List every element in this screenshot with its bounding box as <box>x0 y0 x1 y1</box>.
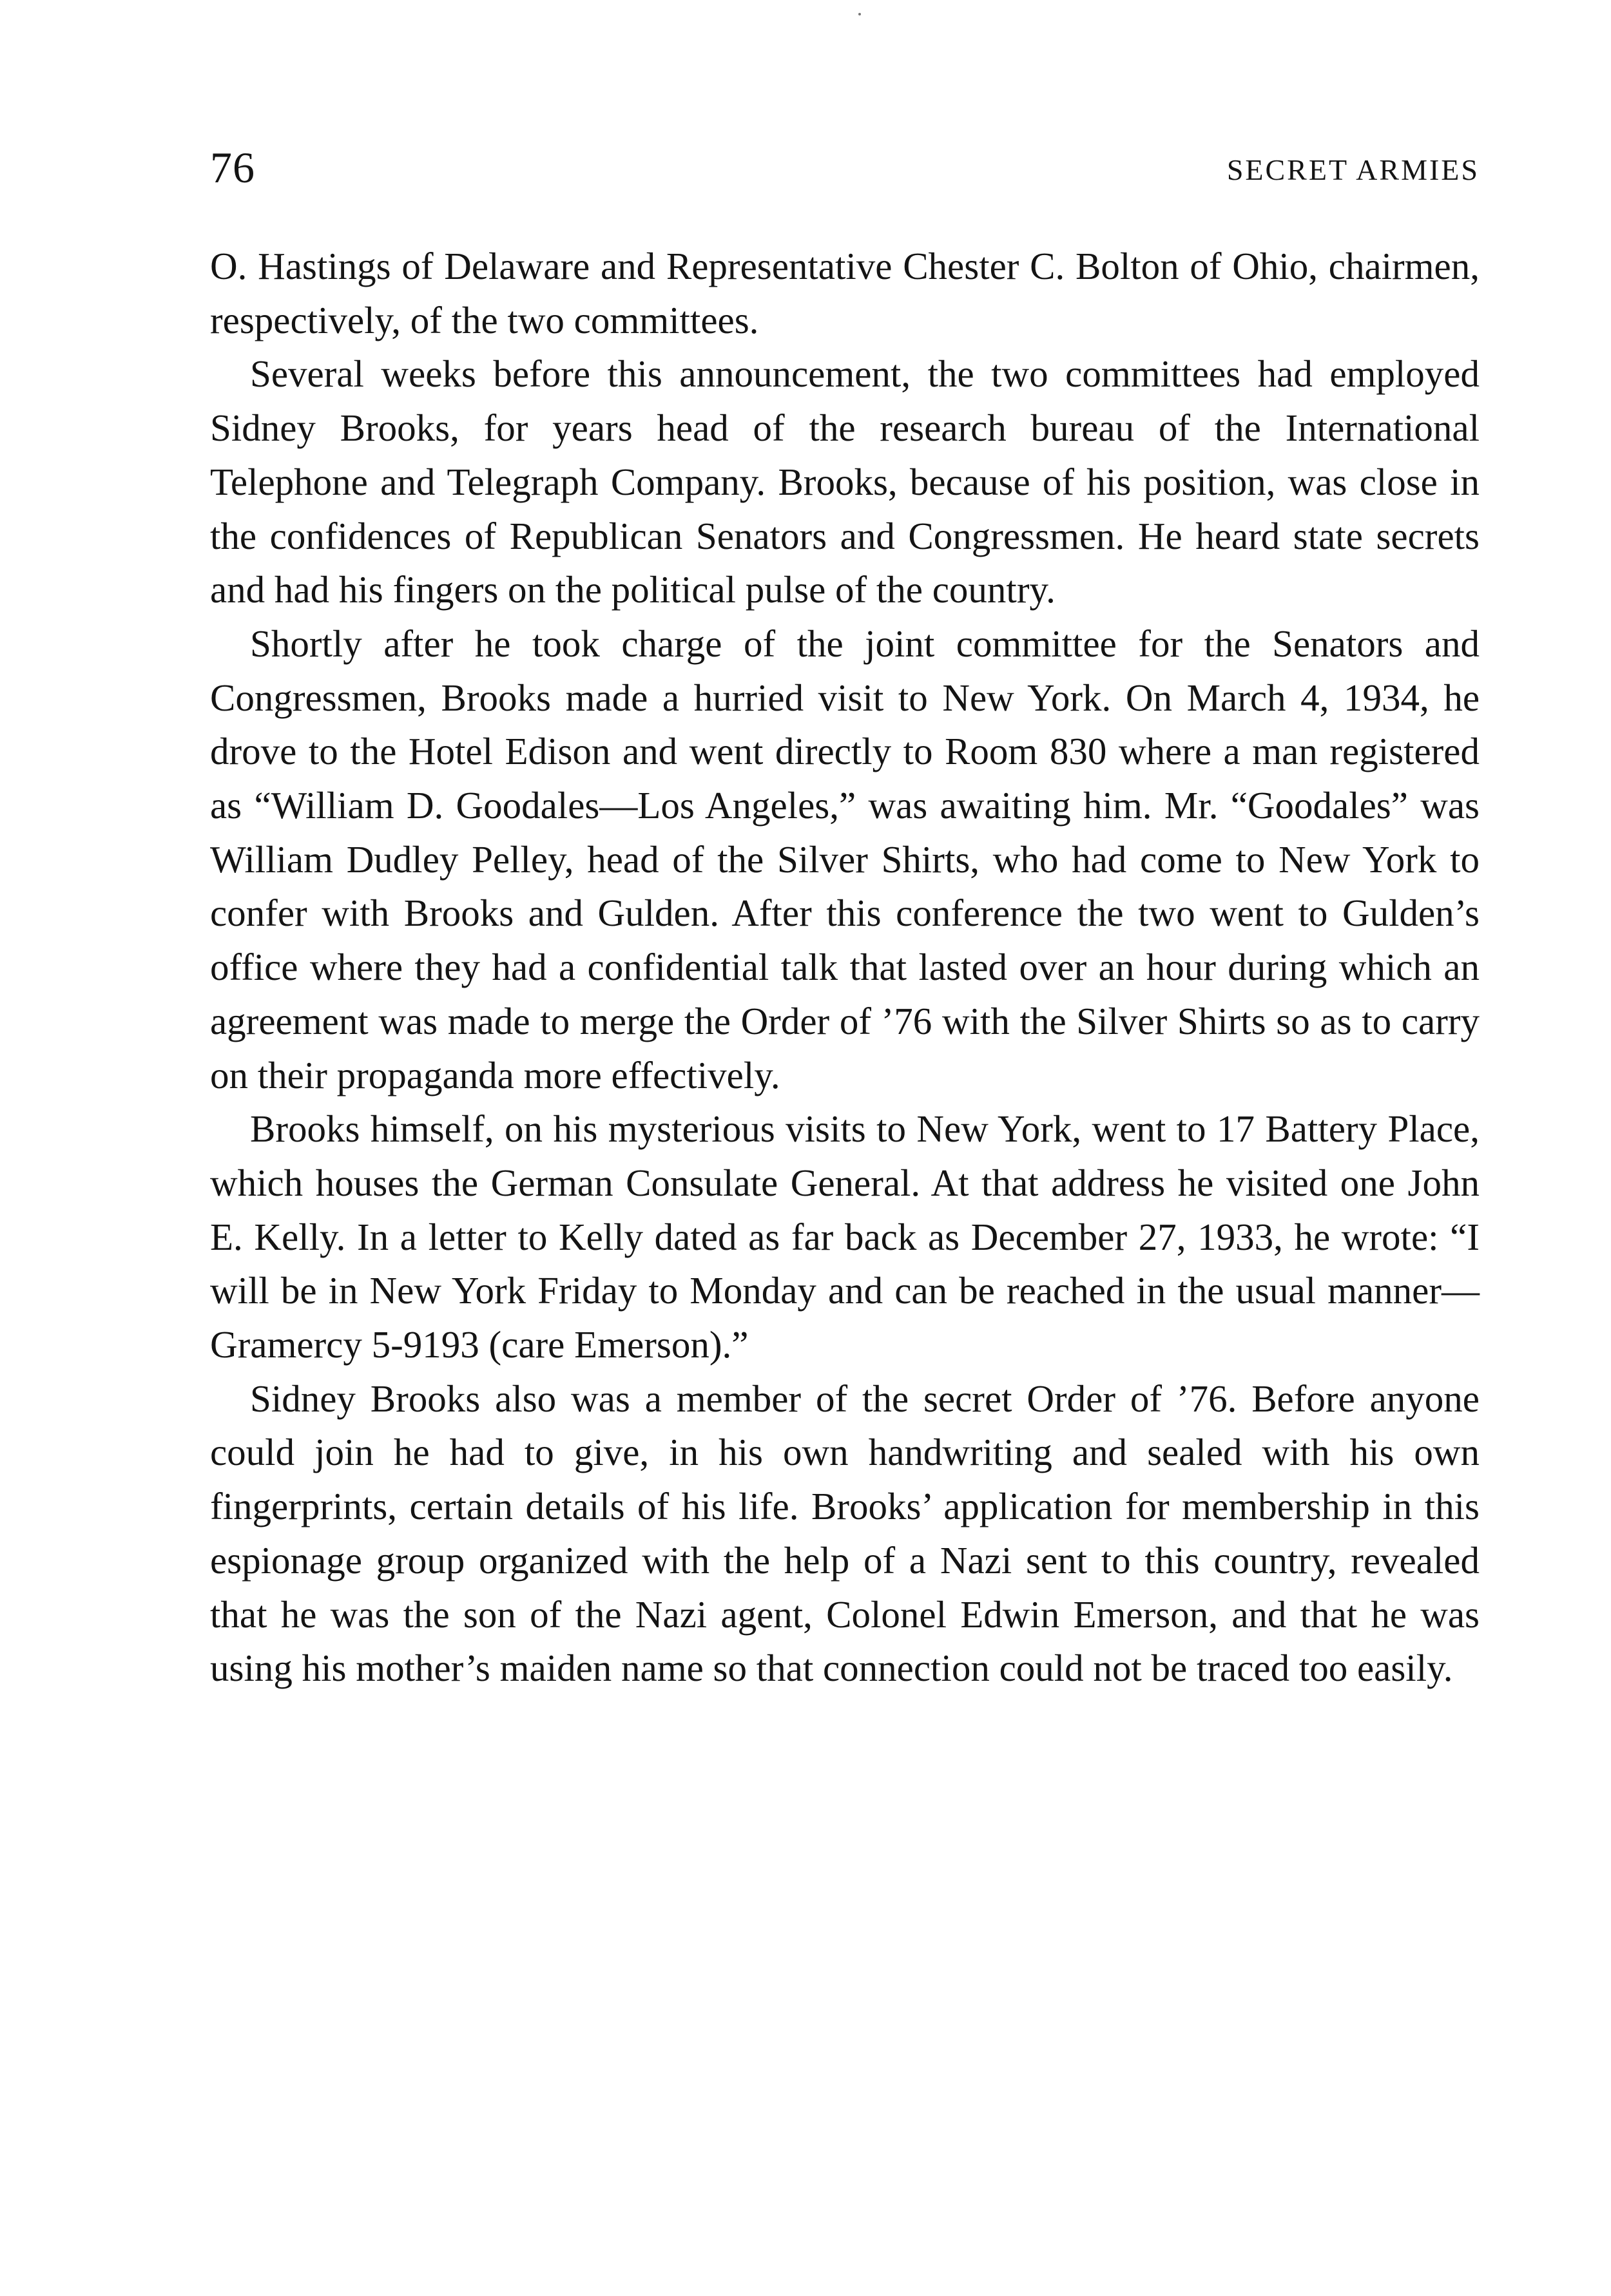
page-header <box>210 142 1480 200</box>
paragraph: Sidney Brooks also was a member of the secret Order of ’76. Before anyone could join he had to give, in his own handwriting and sealed with his own fingerprints, certain details of his life. Brooks’ application for membership in this espionage group organized with the help of a Nazi sent to this country, revealed that he was the son of the Nazi agent, Colonel Edwin Emerson, and that he was using his mother’s maiden name so that connection could not be traced too easily. <box>210 1377 1480 1690</box>
print-speck <box>858 13 861 15</box>
paragraph: Several weeks before this announcement, the two committees had employed Sidney Brooks, for years head of the research bureau of the International Telephone and Telegraph Company. Brooks, because of his position, was close in the confidences of Republican Senators and Congressmen. He heard state secrets and had his fingers on the political pulse of the country. <box>210 352 1480 611</box>
paragraph: Shortly after he took charge of the joint committee for the Senators and Congressmen, Brooks made a hurried visit to New York. On March 4, 1934, he drove to the Hotel Edison and went directly to Room 830 where a man registered as “William D. Goodales—Los Angeles,” was awaiting him. Mr. “Goodales” was William Dudley Pelley, head of the Silver Shirts, who had come to New York to confer with Brooks and Gulden. After this conference the two went to Gulden’s office where they had a confidential talk that lasted over an hour during which an agreement was made to merge the Order of ’76 with the Silver Shirts so as to carry on their propaganda more effectively. <box>210 622 1480 1096</box>
body-text <box>210 240 1480 1696</box>
running-head: SECRET ARMIES <box>1226 153 1480 186</box>
page-number: 76 <box>210 143 255 192</box>
paragraph: O. Hastings of Delaware and Representative Chester C. Bolton of Ohio, chairmen, respectively, of the two committees. <box>210 245 1480 341</box>
paragraph: Brooks himself, on his mysterious visits to New York, went to 17 Battery Place, which houses the German Consulate General. At that address he visited one John E. Kelly. In a letter to Kelly dated as far back as December 27, 1933, he wrote: “I will be in New York Friday to Monday and can be reached in the usual manner—Gramercy 5-9193 (care Emerson).” <box>210 1107 1480 1366</box>
book-page <box>210 0 1480 2296</box>
